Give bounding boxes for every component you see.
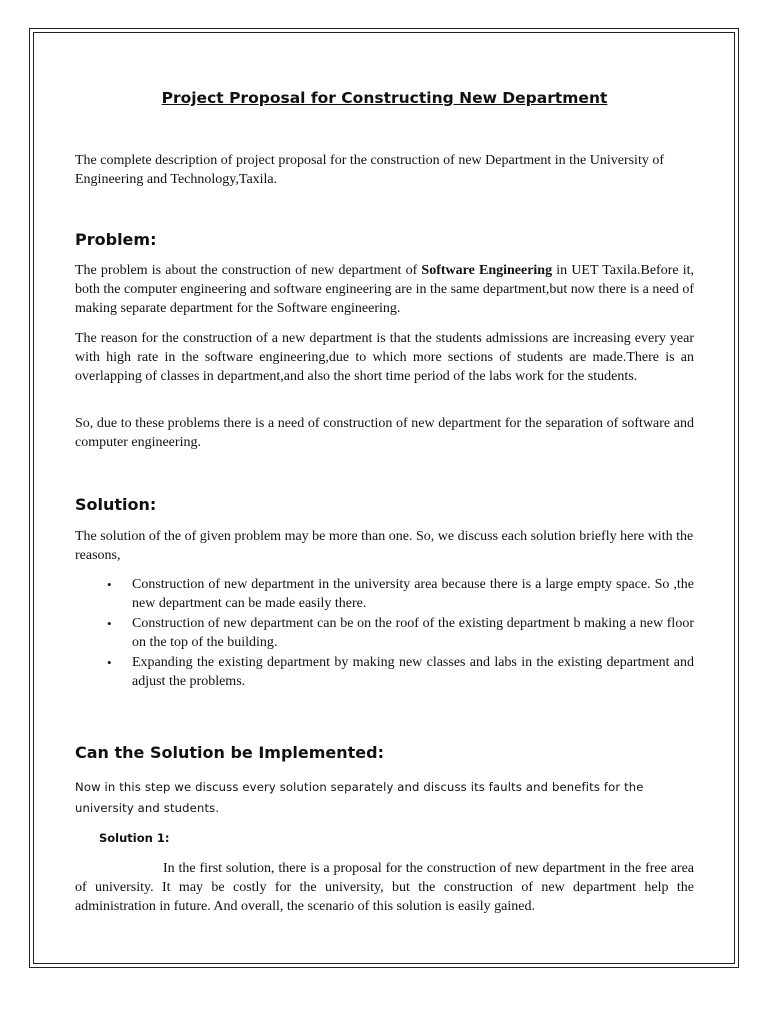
problem-paragraph-2: The reason for the construction of a new department is that the students admissions are increasing every year with high rate in the software engineering,due to which more sections of students are made.There is an overlapping of classes in department,and also the short time period of the labs work for the students. [75, 331, 694, 384]
bullet-icon: • [107, 655, 112, 670]
solution-heading: Solution: [75, 495, 157, 514]
solution-list [75, 575, 694, 692]
list-item-text: Expanding the existing department by making new classes and labs in the existing department and adjust the problems. [132, 655, 694, 689]
intro-paragraph: The complete description of project proposal for the construction of new Department in the University of Engineering and Technology,Taxila. [75, 153, 664, 187]
list-item-text: Construction of new department can be on the roof of the existing department b making a new floor on the top of the building. [132, 616, 694, 650]
bullet-icon: • [107, 577, 112, 592]
problem-paragraph-3: So, due to these problems there is a need of construction of new department for the separation of software and computer engineering. [75, 416, 694, 450]
problem-p1-text-end: in UET Taxila.Before it, both the computer engineering and software engineering are in the same department,but now there is a need of making separate department for the Software engineering. [75, 263, 695, 316]
list-item [75, 614, 694, 652]
solution-1-heading: Solution 1: [99, 831, 170, 845]
solution-intro: The solution of the of given problem may be more than one. So, we discuss each solution briefly here with the reasons, [75, 529, 694, 563]
list-item [75, 575, 694, 613]
solution-1-paragraph: In the first solution, there is a proposal for the construction of new department in the free area of university. It may be costly for the university, but the construction of new department help the administration in future. And overall, the scenario of this solution is easily gained. [75, 861, 694, 914]
document-title: Project Proposal for Constructing New Department [161, 89, 608, 107]
problem-paragraph-1 [75, 261, 694, 318]
list-item-text: Construction of new department in the university area because there is a large empty space. So ,the new department can be made easily there. [132, 577, 694, 611]
problem-p1-text: The problem is about the construction of new department of [75, 263, 422, 278]
problem-heading: Problem: [75, 230, 157, 249]
software-engineering-bold: Software Engineering [421, 263, 553, 278]
implemented-heading: Can the Solution be Implemented: [75, 743, 384, 762]
bullet-icon: • [107, 616, 112, 631]
implemented-intro: Now in this step we discuss every solution separately and discuss its faults and benefits for the university and students. [75, 780, 644, 815]
list-item [75, 653, 694, 691]
